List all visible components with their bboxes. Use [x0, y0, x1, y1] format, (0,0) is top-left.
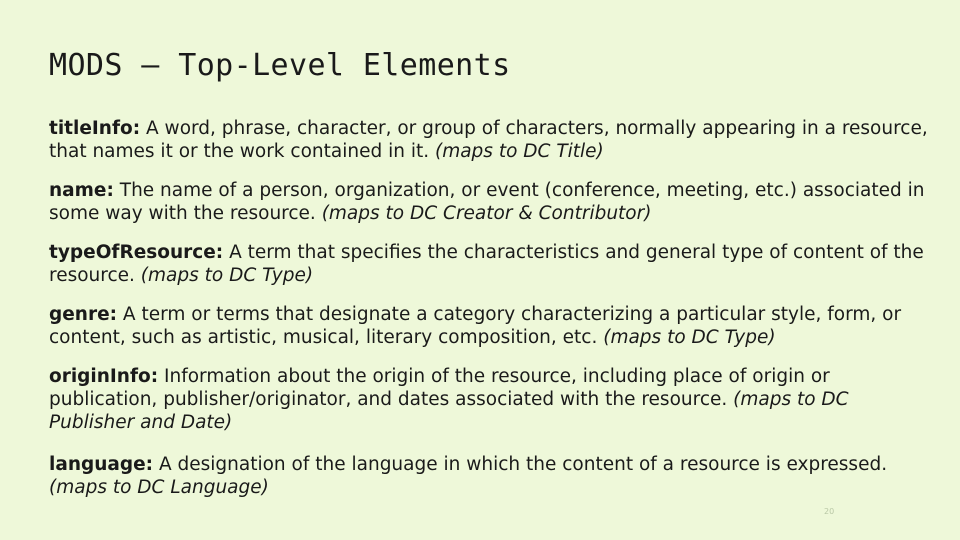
element-term: language: [49, 454, 154, 475]
element-dc-mapping: (maps to DC Publisher and Date) [49, 389, 849, 433]
element-item-typeofresource [49, 241, 934, 287]
element-item-titleinfo [49, 117, 934, 163]
element-dc-mapping: (maps to DC Title) [434, 141, 604, 162]
element-item-language [49, 453, 934, 499]
page-number: 20 [824, 507, 835, 516]
element-term: name: [49, 180, 114, 201]
element-term: originInfo: [49, 366, 159, 387]
element-definition: Information about the origin of the resource, including place of origin or publication, publisher/originator, and dates associated with the resource. [49, 366, 830, 410]
element-item-genre [49, 303, 934, 349]
element-item-origininfo [49, 365, 934, 434]
element-term: titleInfo: [49, 118, 141, 139]
element-definition: A term or terms that designate a category characterizing a particular style, form, or content, such as artistic, musical, literary composition, etc. [49, 304, 902, 348]
slide-title: MODS – Top-Level Elements [49, 48, 511, 83]
element-definition: The name of a person, organization, or event (conference, meeting, etc.) associated in some way with the resource. [49, 180, 925, 224]
element-list [49, 117, 934, 499]
element-dc-mapping: (maps to DC Language) [49, 477, 269, 498]
element-definition: A term that specifies the characteristics and general type of content of the resource. [49, 242, 924, 286]
element-item-name [49, 179, 934, 225]
element-dc-mapping: (maps to DC Type) [603, 327, 776, 348]
element-dc-mapping: (maps to DC Creator & Contributor) [321, 203, 652, 224]
element-definition: A designation of the language in which the content of a resource is expressed. [153, 454, 888, 475]
element-term: genre: [49, 304, 118, 325]
element-term: typeOfResource: [49, 242, 224, 263]
element-dc-mapping: (maps to DC Type) [140, 265, 314, 286]
element-definition: A word, phrase, character, or group of characters, normally appearing in a resource, that names it or the work contained in it. [49, 118, 928, 162]
